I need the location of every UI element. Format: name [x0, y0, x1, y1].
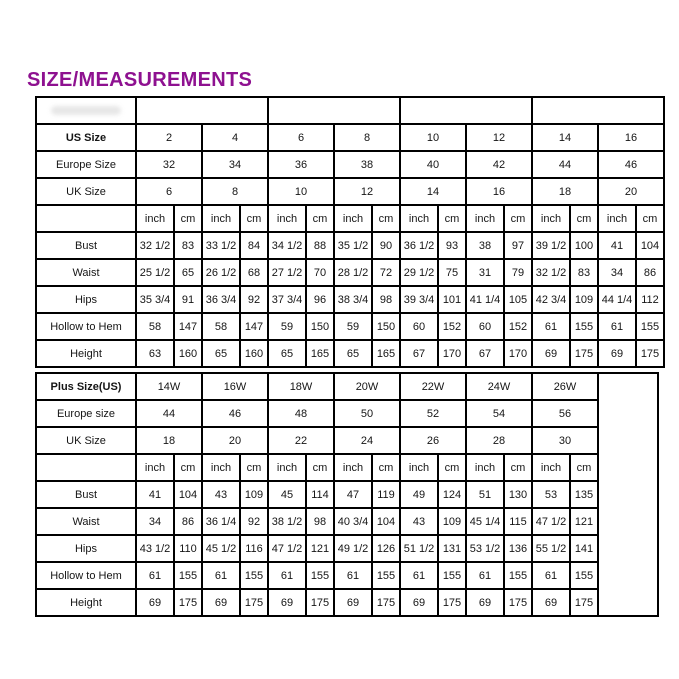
size-cell: 16 — [466, 178, 532, 205]
inch-value-cell: 36 1/4 — [202, 508, 240, 535]
unit-cell: cm — [504, 454, 532, 481]
cm-value-cell: 165 — [372, 340, 400, 367]
unit-cell: inch — [136, 454, 174, 481]
cm-value-cell: 109 — [570, 286, 598, 313]
cm-value-cell: 100 — [570, 232, 598, 259]
inch-value-cell: 34 — [598, 259, 636, 286]
size-cell: 18 — [532, 178, 598, 205]
table-row — [36, 178, 664, 205]
size-cell: 42 — [466, 151, 532, 178]
inch-value-cell: 69 — [532, 589, 570, 616]
cm-value-cell: 170 — [504, 340, 532, 367]
spacer-cell — [532, 97, 664, 124]
unit-cell: inch — [400, 454, 438, 481]
size-cell: 8 — [334, 124, 400, 151]
size-cell: 22W — [400, 373, 466, 400]
unit-cell: cm — [174, 205, 202, 232]
size-cell: 26 — [400, 427, 466, 454]
cm-value-cell: 136 — [504, 535, 532, 562]
unit-cell: inch — [400, 205, 438, 232]
cm-value-cell: 150 — [372, 313, 400, 340]
inch-value-cell: 43 — [202, 481, 240, 508]
size-cell: 30 — [532, 427, 598, 454]
cm-value-cell: 90 — [372, 232, 400, 259]
inch-value-cell: 58 — [136, 313, 174, 340]
spacer-cell — [136, 97, 268, 124]
cm-value-cell: 150 — [306, 313, 334, 340]
inch-value-cell: 53 — [532, 481, 570, 508]
cm-value-cell: 86 — [174, 508, 202, 535]
unit-cell: cm — [372, 454, 400, 481]
inch-value-cell: 51 — [466, 481, 504, 508]
cm-value-cell: 98 — [306, 508, 334, 535]
inch-value-cell: 53 1/2 — [466, 535, 504, 562]
inch-value-cell: 26 1/2 — [202, 259, 240, 286]
size-cell: 2 — [136, 124, 202, 151]
inch-value-cell: 61 — [136, 562, 174, 589]
inch-value-cell: 29 1/2 — [400, 259, 438, 286]
cm-value-cell: 175 — [438, 589, 466, 616]
cm-value-cell: 79 — [504, 259, 532, 286]
unit-cell: inch — [268, 454, 306, 481]
cm-value-cell: 160 — [240, 340, 268, 367]
measurement-row-label: Waist — [36, 508, 136, 535]
cm-value-cell: 96 — [306, 286, 334, 313]
size-cell: 46 — [202, 400, 268, 427]
cm-value-cell: 109 — [438, 508, 466, 535]
inch-value-cell: 49 — [400, 481, 438, 508]
cm-value-cell: 175 — [504, 589, 532, 616]
unit-cell: cm — [636, 205, 664, 232]
unit-cell: inch — [466, 454, 504, 481]
size-cell: 14W — [136, 373, 202, 400]
inch-value-cell: 45 1/4 — [466, 508, 504, 535]
inch-value-cell: 61 — [334, 562, 372, 589]
inch-value-cell: 43 1/2 — [136, 535, 174, 562]
size-cell: 38 — [334, 151, 400, 178]
measurement-row-label: Waist — [36, 259, 136, 286]
inch-value-cell: 37 3/4 — [268, 286, 306, 313]
size-cell: 16W — [202, 373, 268, 400]
size-cell: 20W — [334, 373, 400, 400]
inch-value-cell: 25 1/2 — [136, 259, 174, 286]
inch-value-cell: 45 — [268, 481, 306, 508]
cm-value-cell: 115 — [504, 508, 532, 535]
inch-value-cell: 42 3/4 — [532, 286, 570, 313]
cm-value-cell: 147 — [174, 313, 202, 340]
cm-value-cell: 155 — [240, 562, 268, 589]
cm-value-cell: 152 — [504, 313, 532, 340]
table-row — [36, 286, 664, 313]
unit-cell: cm — [174, 454, 202, 481]
cm-value-cell: 155 — [174, 562, 202, 589]
size-cell: 12 — [466, 124, 532, 151]
spacer-label-cell — [36, 97, 136, 124]
inch-value-cell: 38 1/2 — [268, 508, 306, 535]
inch-value-cell: 41 — [598, 232, 636, 259]
cm-value-cell: 165 — [306, 340, 334, 367]
unit-cell: inch — [136, 205, 174, 232]
cm-value-cell: 152 — [438, 313, 466, 340]
uk-row-label: UK Size — [36, 427, 136, 454]
cm-value-cell: 160 — [174, 340, 202, 367]
size-cell: 14 — [532, 124, 598, 151]
inch-value-cell: 61 — [598, 313, 636, 340]
units-row-label — [36, 454, 136, 481]
inch-value-cell: 40 3/4 — [334, 508, 372, 535]
size-cell: 14 — [400, 178, 466, 205]
inch-value-cell: 61 — [268, 562, 306, 589]
table-row — [36, 535, 658, 562]
cm-value-cell: 119 — [372, 481, 400, 508]
cm-value-cell: 72 — [372, 259, 400, 286]
measurement-row-label: Hips — [36, 286, 136, 313]
size-cell: 24W — [466, 373, 532, 400]
cm-value-cell: 104 — [174, 481, 202, 508]
size-cell: 44 — [136, 400, 202, 427]
table-row — [36, 313, 664, 340]
spacer-cell — [400, 97, 532, 124]
cm-value-cell: 131 — [438, 535, 466, 562]
size-cell: 24 — [334, 427, 400, 454]
inch-value-cell: 47 — [334, 481, 372, 508]
inch-value-cell: 69 — [466, 589, 504, 616]
size-cell: 22 — [268, 427, 334, 454]
unit-cell: inch — [202, 454, 240, 481]
table-row — [36, 508, 658, 535]
unit-cell: cm — [240, 205, 268, 232]
inch-value-cell: 59 — [268, 313, 306, 340]
cm-value-cell: 124 — [438, 481, 466, 508]
cm-value-cell: 175 — [372, 589, 400, 616]
unit-cell: cm — [306, 454, 334, 481]
inch-value-cell: 32 1/2 — [136, 232, 174, 259]
cm-value-cell: 155 — [504, 562, 532, 589]
cm-value-cell: 155 — [636, 313, 664, 340]
cm-value-cell: 109 — [240, 481, 268, 508]
size-cell: 18 — [136, 427, 202, 454]
cm-value-cell: 130 — [504, 481, 532, 508]
size-cell: 8 — [202, 178, 268, 205]
cm-value-cell: 83 — [174, 232, 202, 259]
inch-value-cell: 41 1/4 — [466, 286, 504, 313]
size-cell: 46 — [598, 151, 664, 178]
size-cell: 10 — [268, 178, 334, 205]
inch-value-cell: 60 — [400, 313, 438, 340]
unit-cell: cm — [372, 205, 400, 232]
size-table-regular — [35, 96, 665, 368]
inch-value-cell: 27 1/2 — [268, 259, 306, 286]
cm-value-cell: 175 — [570, 340, 598, 367]
unit-cell: inch — [598, 205, 636, 232]
cm-value-cell: 92 — [240, 508, 268, 535]
size-cell: 18W — [268, 373, 334, 400]
cm-value-cell: 155 — [570, 313, 598, 340]
unit-cell: inch — [334, 205, 372, 232]
table-row — [36, 340, 664, 367]
inch-value-cell: 59 — [334, 313, 372, 340]
inch-value-cell: 61 — [202, 562, 240, 589]
cm-value-cell: 104 — [372, 508, 400, 535]
inch-value-cell: 41 — [136, 481, 174, 508]
inch-value-cell: 55 1/2 — [532, 535, 570, 562]
table-row — [36, 427, 658, 454]
size-row-label: Plus Size(US) — [36, 373, 136, 400]
size-cell: 16 — [598, 124, 664, 151]
size-cell: 40 — [400, 151, 466, 178]
cm-value-cell: 141 — [570, 535, 598, 562]
unit-cell: inch — [334, 454, 372, 481]
unit-cell: cm — [240, 454, 268, 481]
cm-value-cell: 155 — [372, 562, 400, 589]
cm-value-cell: 170 — [438, 340, 466, 367]
cm-value-cell: 175 — [240, 589, 268, 616]
cm-value-cell: 126 — [372, 535, 400, 562]
inch-value-cell: 69 — [400, 589, 438, 616]
cm-value-cell: 84 — [240, 232, 268, 259]
size-cell: 4 — [202, 124, 268, 151]
inch-value-cell: 28 1/2 — [334, 259, 372, 286]
inch-value-cell: 45 1/2 — [202, 535, 240, 562]
inch-value-cell: 39 1/2 — [532, 232, 570, 259]
cm-value-cell: 88 — [306, 232, 334, 259]
table-row — [36, 562, 658, 589]
inch-value-cell: 61 — [400, 562, 438, 589]
inch-value-cell: 65 — [202, 340, 240, 367]
table-row — [36, 205, 664, 232]
size-cell: 36 — [268, 151, 334, 178]
measurement-row-label: Hollow to Hem — [36, 562, 136, 589]
cm-value-cell: 75 — [438, 259, 466, 286]
measurement-row-label: Bust — [36, 481, 136, 508]
unit-cell: inch — [532, 205, 570, 232]
inch-value-cell: 35 3/4 — [136, 286, 174, 313]
cm-value-cell: 105 — [504, 286, 532, 313]
cm-value-cell: 70 — [306, 259, 334, 286]
inch-value-cell: 35 1/2 — [334, 232, 372, 259]
size-cell: 48 — [268, 400, 334, 427]
inch-value-cell: 69 — [136, 589, 174, 616]
unit-cell: inch — [268, 205, 306, 232]
unit-cell: inch — [466, 205, 504, 232]
cm-value-cell: 175 — [570, 589, 598, 616]
measurement-row-label: Bust — [36, 232, 136, 259]
inch-value-cell: 69 — [532, 340, 570, 367]
units-row-label — [36, 205, 136, 232]
inch-value-cell: 58 — [202, 313, 240, 340]
table-row — [36, 97, 664, 124]
inch-value-cell: 67 — [400, 340, 438, 367]
size-cell: 12 — [334, 178, 400, 205]
uk-row-label: UK Size — [36, 178, 136, 205]
inch-value-cell: 65 — [268, 340, 306, 367]
cm-value-cell: 86 — [636, 259, 664, 286]
measurement-row-label: Hips — [36, 535, 136, 562]
cm-value-cell: 104 — [636, 232, 664, 259]
inch-value-cell: 47 1/2 — [532, 508, 570, 535]
size-cell: 54 — [466, 400, 532, 427]
cm-value-cell: 175 — [174, 589, 202, 616]
size-cell: 26W — [532, 373, 598, 400]
redacted-text-smudge — [51, 106, 122, 115]
cm-value-cell: 135 — [570, 481, 598, 508]
size-cell: 50 — [334, 400, 400, 427]
size-cell: 34 — [202, 151, 268, 178]
inch-value-cell: 67 — [466, 340, 504, 367]
table-row — [36, 400, 658, 427]
cm-value-cell: 110 — [174, 535, 202, 562]
size-cell: 20 — [202, 427, 268, 454]
unit-cell: cm — [306, 205, 334, 232]
unit-cell: cm — [438, 205, 466, 232]
cm-value-cell: 155 — [438, 562, 466, 589]
cm-value-cell: 116 — [240, 535, 268, 562]
unit-cell: cm — [438, 454, 466, 481]
unit-cell: inch — [532, 454, 570, 481]
inch-value-cell: 38 3/4 — [334, 286, 372, 313]
empty-column — [598, 373, 658, 616]
cm-value-cell: 121 — [306, 535, 334, 562]
inch-value-cell: 49 1/2 — [334, 535, 372, 562]
inch-value-cell: 65 — [334, 340, 372, 367]
cm-value-cell: 92 — [240, 286, 268, 313]
inch-value-cell: 34 1/2 — [268, 232, 306, 259]
cm-value-cell: 68 — [240, 259, 268, 286]
size-row-label: US Size — [36, 124, 136, 151]
inch-value-cell: 63 — [136, 340, 174, 367]
table-row — [36, 454, 658, 481]
unit-cell: cm — [504, 205, 532, 232]
inch-value-cell: 47 1/2 — [268, 535, 306, 562]
inch-value-cell: 38 — [466, 232, 504, 259]
inch-value-cell: 44 1/4 — [598, 286, 636, 313]
inch-value-cell: 36 1/2 — [400, 232, 438, 259]
inch-value-cell: 69 — [334, 589, 372, 616]
inch-value-cell: 31 — [466, 259, 504, 286]
table-row — [36, 259, 664, 286]
inch-value-cell: 36 3/4 — [202, 286, 240, 313]
table-row — [36, 124, 664, 151]
inch-value-cell: 43 — [400, 508, 438, 535]
inch-value-cell: 51 1/2 — [400, 535, 438, 562]
table-row — [36, 373, 658, 400]
cm-value-cell: 147 — [240, 313, 268, 340]
table-row — [36, 232, 664, 259]
cm-value-cell: 83 — [570, 259, 598, 286]
size-cell: 6 — [268, 124, 334, 151]
inch-value-cell: 34 — [136, 508, 174, 535]
measurement-row-label: Hollow to Hem — [36, 313, 136, 340]
size-cell: 44 — [532, 151, 598, 178]
inch-value-cell: 61 — [532, 562, 570, 589]
size-cell: 32 — [136, 151, 202, 178]
inch-value-cell: 69 — [202, 589, 240, 616]
size-cell: 52 — [400, 400, 466, 427]
size-cell: 20 — [598, 178, 664, 205]
europe-row-label: Europe size — [36, 400, 136, 427]
table-row — [36, 589, 658, 616]
cm-value-cell: 155 — [306, 562, 334, 589]
size-cell: 56 — [532, 400, 598, 427]
inch-value-cell: 61 — [532, 313, 570, 340]
page-title: SIZE/MEASUREMENTS — [27, 69, 253, 91]
spacer-cell — [268, 97, 400, 124]
cm-value-cell: 155 — [570, 562, 598, 589]
cm-value-cell: 93 — [438, 232, 466, 259]
inch-value-cell: 39 3/4 — [400, 286, 438, 313]
cm-value-cell: 97 — [504, 232, 532, 259]
cm-value-cell: 114 — [306, 481, 334, 508]
inch-value-cell: 61 — [466, 562, 504, 589]
cm-value-cell: 175 — [636, 340, 664, 367]
size-table-plus — [35, 372, 659, 617]
cm-value-cell: 91 — [174, 286, 202, 313]
table-row — [36, 151, 664, 178]
inch-value-cell: 69 — [598, 340, 636, 367]
inch-value-cell: 33 1/2 — [202, 232, 240, 259]
cm-value-cell: 65 — [174, 259, 202, 286]
inch-value-cell: 60 — [466, 313, 504, 340]
cm-value-cell: 175 — [306, 589, 334, 616]
inch-value-cell: 69 — [268, 589, 306, 616]
cm-value-cell: 112 — [636, 286, 664, 313]
unit-cell: cm — [570, 454, 598, 481]
size-cell: 6 — [136, 178, 202, 205]
size-cell: 28 — [466, 427, 532, 454]
measurement-row-label: Height — [36, 340, 136, 367]
inch-value-cell: 32 1/2 — [532, 259, 570, 286]
cm-value-cell: 121 — [570, 508, 598, 535]
unit-cell: cm — [570, 205, 598, 232]
europe-row-label: Europe Size — [36, 151, 136, 178]
unit-cell: inch — [202, 205, 240, 232]
cm-value-cell: 101 — [438, 286, 466, 313]
table-row — [36, 481, 658, 508]
cm-value-cell: 98 — [372, 286, 400, 313]
size-cell: 10 — [400, 124, 466, 151]
measurement-row-label: Height — [36, 589, 136, 616]
